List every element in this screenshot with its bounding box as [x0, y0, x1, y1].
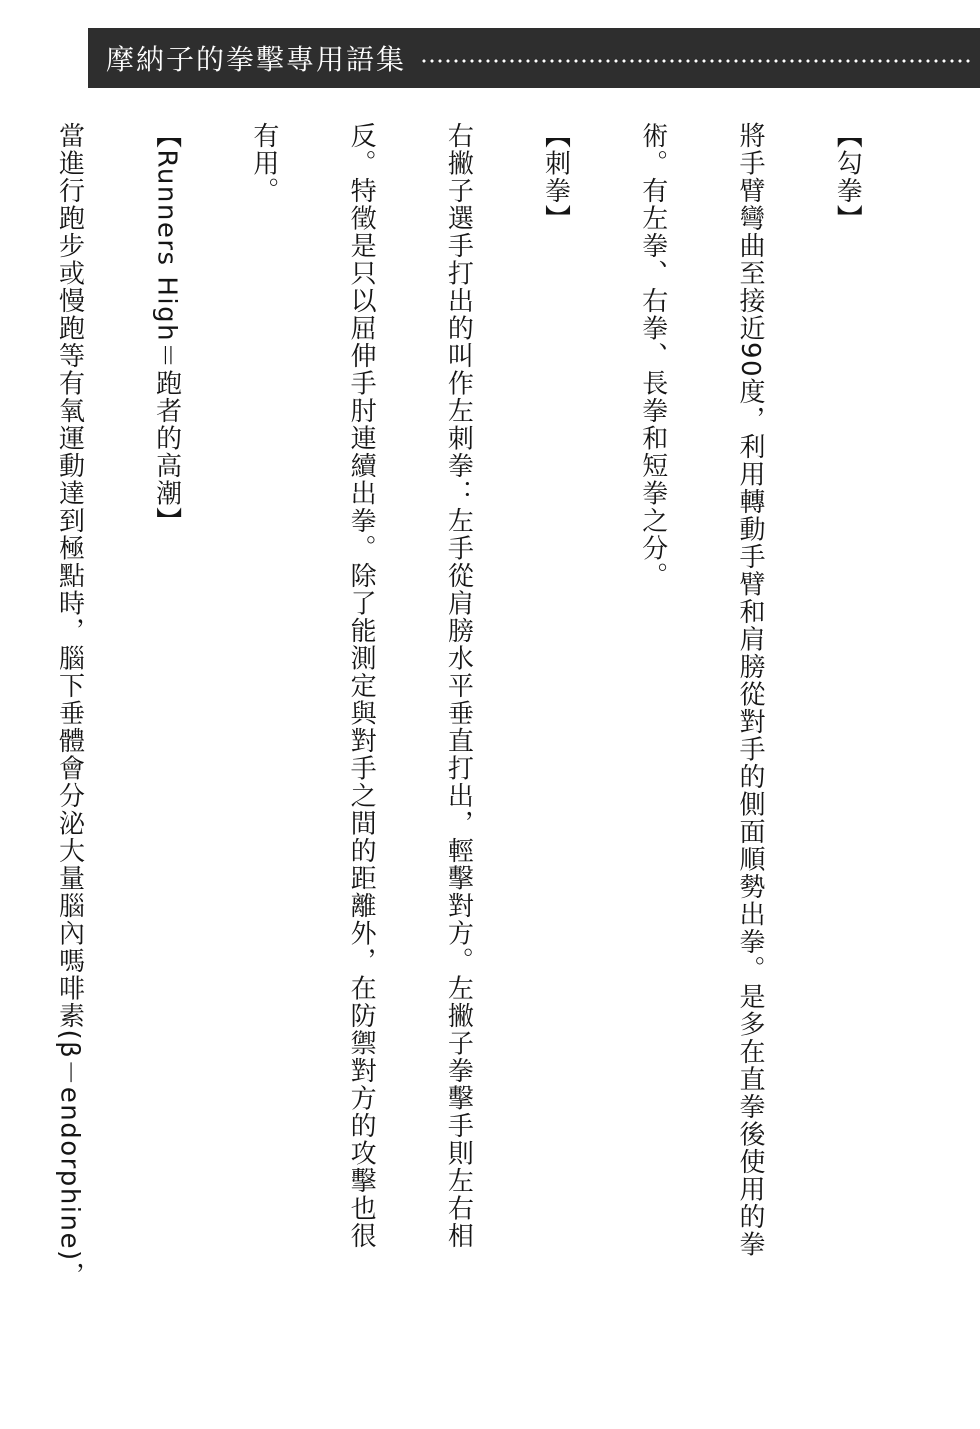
- glossary-line: 【刺拳】: [540, 122, 571, 232]
- header-bar: [88, 28, 980, 88]
- glossary-text: [0, 122, 928, 1382]
- glossary-line: 有用。: [248, 122, 279, 205]
- glossary-line: 【Runners High＝跑者的高潮】: [151, 122, 182, 535]
- glossary-line: 【勾拳】: [832, 122, 863, 232]
- glossary-line: 術。有左拳、右拳、長拳和短拳之分。: [637, 122, 668, 590]
- glossary-line: 當進行跑步或慢跑等有氧運動達到極點時，腦下垂體會分泌大量腦內嗎啡素(β－endorphine)，: [54, 122, 85, 1290]
- dotted-leader: [420, 59, 974, 63]
- glossary-line: 反。特徵是只以屈伸手肘連續出拳。除了能測定與對手之間的距離外，在防禦對方的攻擊也很: [346, 122, 377, 1250]
- glossary-line: 右撇子選手打出的叫作左刺拳：左手從肩膀水平垂直打出，輕擊對方。左撇子拳擊手則左右相: [443, 122, 474, 1250]
- glossary-line: 將手臂彎曲至接近90度，利用轉動手臂和肩膀從對手的側面順勢出拳。是多在直拳後使用的拳: [734, 122, 765, 1259]
- page-title: 摩納子的拳擊專用語集: [106, 43, 407, 76]
